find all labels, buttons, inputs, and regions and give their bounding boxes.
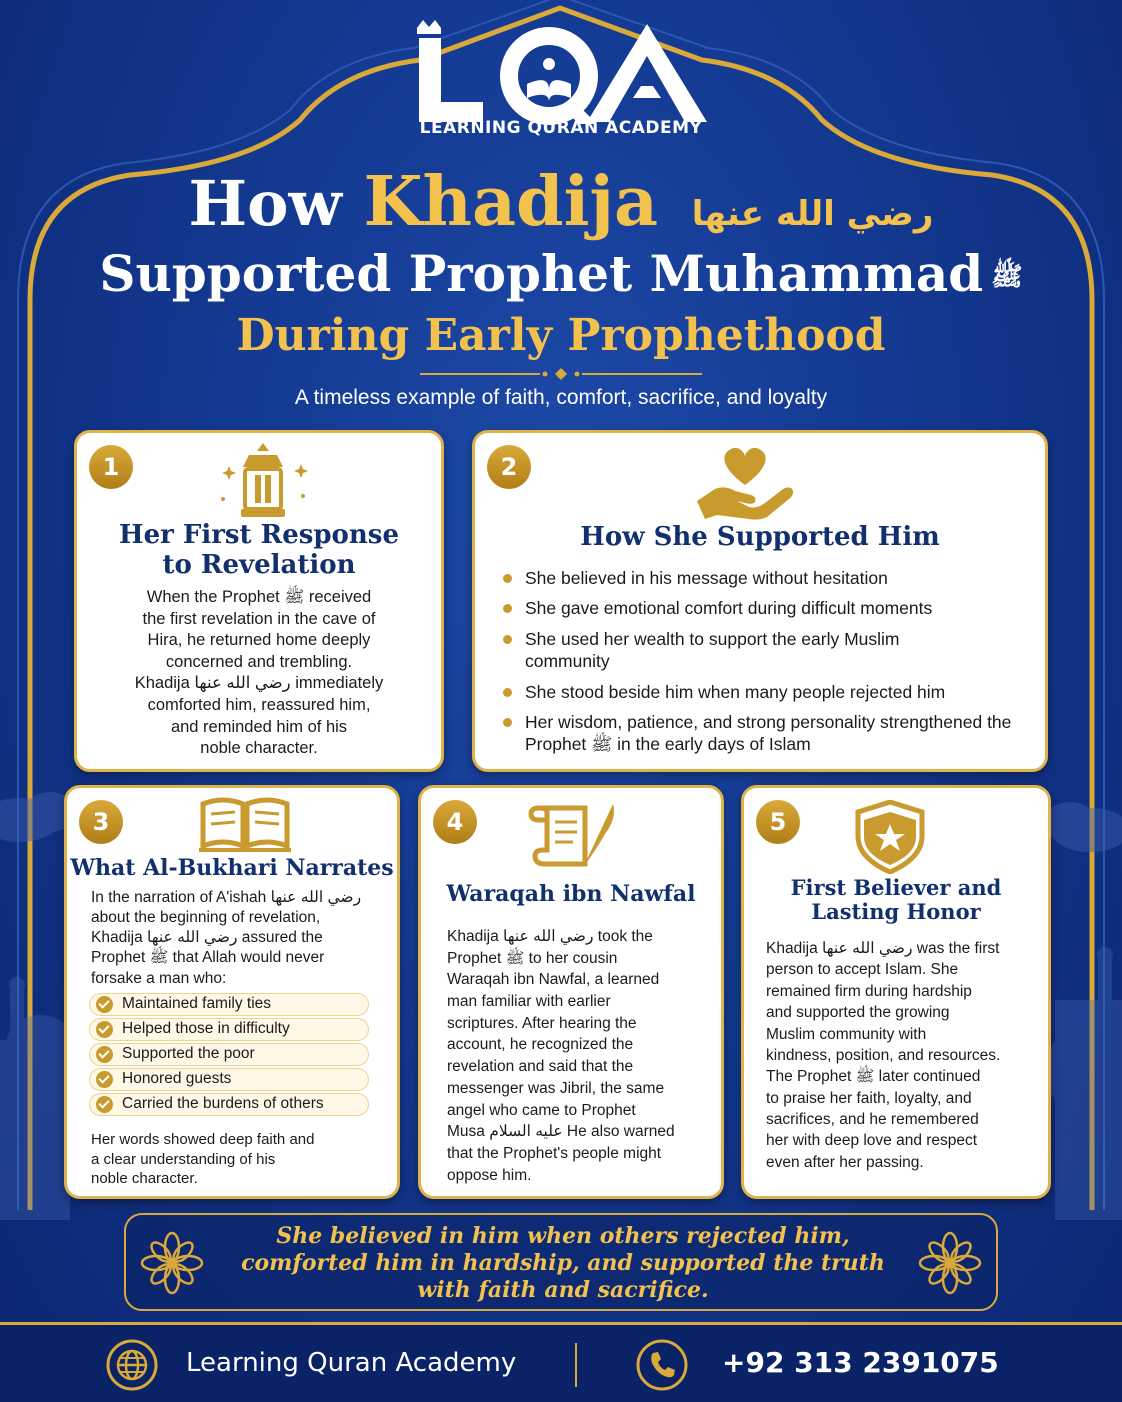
body-line: Waraqah ibn Nawfal, a learned bbox=[447, 971, 660, 989]
check-icon bbox=[96, 1096, 113, 1113]
check-icon bbox=[96, 1046, 113, 1063]
check-icon bbox=[96, 1021, 113, 1038]
mosque-silhouette-left bbox=[0, 977, 74, 1220]
card-title-line-2: Lasting Honor bbox=[811, 899, 981, 925]
body-line: a clear understanding of his bbox=[91, 1150, 276, 1168]
card-how-she-supported bbox=[472, 430, 1048, 772]
title-divider bbox=[420, 368, 702, 380]
body-line: Khadija رضي الله عنها assured the bbox=[91, 929, 323, 947]
virtue-checklist bbox=[89, 993, 369, 1118]
list-item: She used her wealth to support the early Muslim community bbox=[501, 628, 1031, 673]
footer-phone-number[interactable]: +92 313 2391075 bbox=[722, 1346, 999, 1379]
card-number-badge: 5 bbox=[756, 800, 800, 844]
scroll-quill-icon bbox=[525, 798, 617, 878]
card-title-line-1: First Believer and bbox=[790, 875, 1002, 900]
card-body bbox=[91, 888, 391, 989]
body-line: sacrifices, and he remembered bbox=[766, 1111, 979, 1128]
check-label: Supported the poor bbox=[122, 1045, 255, 1062]
body-line: to praise her faith, loyalty, and bbox=[766, 1089, 972, 1107]
card-number-badge: 4 bbox=[433, 800, 477, 844]
body-line: Khadija رضي الله عنها immediately bbox=[134, 674, 384, 693]
body-line: The Prophet ﷺ later continued bbox=[766, 1068, 981, 1086]
quote-line: with faith and sacrifice. bbox=[417, 1276, 709, 1303]
card-body bbox=[447, 926, 717, 1186]
card-al-bukhari bbox=[64, 785, 400, 1199]
check-label: Carried the burdens of others bbox=[122, 1095, 324, 1112]
title-line-1 bbox=[0, 162, 1122, 242]
quote-line: comforted him in hardship, and supported the truth bbox=[241, 1249, 885, 1276]
card-body bbox=[87, 587, 431, 760]
title-line-2 bbox=[0, 244, 1122, 303]
body-line: her with deep love and respect bbox=[766, 1132, 978, 1150]
body-line: In the narration of A'ishah رضي الله عنها bbox=[91, 889, 362, 906]
heart-hand-icon bbox=[693, 441, 797, 521]
list-item: She believed in his message without hesitation bbox=[501, 567, 1031, 589]
list-item: Her wisdom, patience, and strong personality strengthened the Prophet ﷺ in the early days of Islam bbox=[501, 711, 1031, 756]
body-line: that the Prophet's people might bbox=[447, 1144, 662, 1162]
mosque-silhouette-right bbox=[1040, 947, 1122, 1220]
quote-text bbox=[226, 1223, 900, 1303]
body-line: noble character. bbox=[91, 1170, 198, 1187]
body-line: Khadija رضي الله عنها was the first bbox=[766, 940, 1000, 957]
logo-name: LEARNING QURAN ACADEMY bbox=[419, 118, 703, 138]
check-item bbox=[89, 993, 369, 1016]
card-number-badge: 2 bbox=[487, 445, 531, 489]
card-number-badge: 3 bbox=[79, 800, 123, 844]
title-line2-honorific: ﷺ bbox=[991, 262, 1023, 292]
body-line: revelation and said that the bbox=[447, 1058, 634, 1076]
check-item bbox=[89, 1068, 369, 1091]
list-item: She gave emotional comfort during difficult moments bbox=[501, 597, 1031, 619]
body-line: Her words showed deep faith and bbox=[91, 1131, 315, 1148]
card-footer-text bbox=[91, 1130, 391, 1189]
support-bullet-list bbox=[501, 567, 1031, 764]
body-line: kindness, position, and resources. bbox=[766, 1046, 1001, 1064]
globe-icon[interactable] bbox=[106, 1339, 158, 1391]
body-line: about the beginning of revelation, bbox=[91, 909, 321, 927]
card-first-response bbox=[74, 430, 444, 772]
card-title-line-1: Her First Response bbox=[119, 520, 399, 550]
card-number-badge: 1 bbox=[89, 445, 133, 489]
body-line: person to accept Islam. She bbox=[766, 961, 959, 979]
body-line: man familiar with earlier bbox=[447, 993, 611, 1011]
title-line2-text: Supported Prophet Muhammad bbox=[99, 244, 984, 303]
body-line: Musa عليه السلام He also warned bbox=[447, 1123, 675, 1141]
body-line: account, he recognized the bbox=[447, 1036, 634, 1054]
footer-bar bbox=[0, 1322, 1122, 1402]
footer-academy-name[interactable]: Learning Quran Academy bbox=[186, 1348, 517, 1378]
body-line: even after her passing. bbox=[766, 1153, 924, 1171]
title-arabic-honorific: رضي الله عنها bbox=[691, 194, 934, 234]
shield-star-icon bbox=[854, 800, 926, 874]
title-how: How bbox=[188, 167, 342, 240]
lantern-icon bbox=[213, 441, 313, 519]
card-waraqah bbox=[418, 785, 724, 1199]
body-line: Prophet ﷺ to her cousin bbox=[447, 949, 618, 967]
body-line: angel who came to Prophet bbox=[447, 1101, 636, 1119]
check-label: Honored guests bbox=[122, 1070, 232, 1087]
body-line: and reminded him of his bbox=[170, 717, 348, 736]
body-line: and supported the growing bbox=[766, 1004, 950, 1022]
quote-line: She believed in him when others rejected him, bbox=[276, 1223, 850, 1249]
body-line: When the Prophet ﷺ received bbox=[146, 588, 372, 606]
check-item bbox=[89, 1018, 369, 1041]
check-icon bbox=[96, 1071, 113, 1088]
body-line: Prophet ﷺ that Allah would never bbox=[91, 949, 325, 967]
footer-divider bbox=[575, 1343, 577, 1387]
phone-icon[interactable] bbox=[636, 1339, 688, 1391]
body-line: oppose him. bbox=[447, 1166, 532, 1184]
card-title: What Al-Bukhari Narrates bbox=[70, 855, 394, 881]
card-title bbox=[744, 876, 1048, 924]
card-title: Waraqah ibn Nawfal bbox=[446, 881, 696, 907]
check-item bbox=[89, 1043, 369, 1066]
book-icon bbox=[197, 794, 293, 854]
flower-ornament-icon bbox=[918, 1231, 982, 1295]
check-label: Helped those in difficulty bbox=[122, 1020, 290, 1037]
card-first-believer bbox=[741, 785, 1051, 1199]
closing-quote bbox=[124, 1213, 998, 1311]
flower-ornament-icon bbox=[140, 1231, 204, 1295]
body-line: Khadija رضي الله عنها took the bbox=[447, 928, 653, 945]
body-line: concerned and trembling. bbox=[165, 652, 353, 671]
body-line: Muslim community with bbox=[766, 1025, 927, 1043]
check-label: Maintained family ties bbox=[122, 995, 272, 1012]
title-line-3: During Early Prophethood bbox=[236, 310, 886, 361]
body-line: noble character. bbox=[200, 739, 318, 758]
body-line: forsake a man who: bbox=[91, 969, 227, 987]
cloud-right bbox=[1044, 802, 1122, 852]
body-line: scriptures. After hearing the bbox=[447, 1014, 637, 1032]
lqa-logo-mark bbox=[411, 20, 711, 130]
check-item bbox=[89, 1093, 369, 1116]
card-body bbox=[766, 938, 1046, 1173]
check-icon bbox=[96, 996, 113, 1013]
body-line: comforted him, reassured him, bbox=[147, 696, 371, 715]
card-title bbox=[77, 521, 441, 581]
body-line: messenger was Jibril, the same bbox=[447, 1079, 665, 1097]
card-title: How She Supported Him bbox=[580, 522, 940, 552]
body-line: the first revelation in the cave of bbox=[142, 609, 376, 628]
subtitle: A timeless example of faith, comfort, sacrifice, and loyalty bbox=[294, 386, 828, 409]
body-line: Hira, he returned home deeply bbox=[147, 631, 371, 650]
list-item: She stood beside him when many people rejected him bbox=[501, 681, 1031, 703]
body-line: remained firm during hardship bbox=[766, 982, 972, 1000]
title-name: Khadija bbox=[363, 162, 659, 242]
card-title-line-2: to Revelation bbox=[162, 549, 356, 580]
